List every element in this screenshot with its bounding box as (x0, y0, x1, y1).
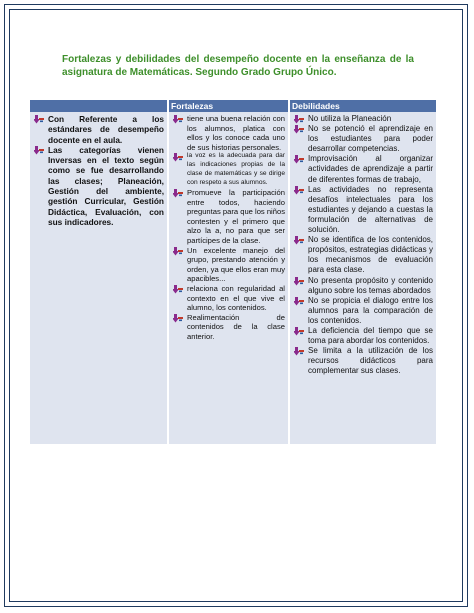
list-item: relaciona con regularidad al contexto en el que vive el alumno, los contenidos. (171, 284, 285, 313)
list-item: Improvisación al organizar actividades de aprendizaje a partir de diferentes formas de trabajo, (292, 154, 433, 184)
arrow-bullet-icon (294, 125, 304, 134)
list-item: No utiliza la Planeación (292, 114, 433, 124)
strengths-weaknesses-table (30, 100, 436, 444)
list-item: La deficiencia del tiempo que se toma para abordar los contenidos. (292, 326, 433, 346)
list-item: No se propicia el dialogo entre los alumnos para la comparación de los contenidos. (292, 296, 433, 326)
arrow-bullet-icon (173, 285, 183, 294)
arrow-bullet-icon (173, 153, 183, 162)
arrow-bullet-icon (173, 115, 183, 124)
debilidades-cell (289, 112, 436, 444)
list-item: Las categorías vienen Inversas en el texto según como se fue desarrollando las clases; Planeación, Gestión del ambiente, gestión Curricular, Gestión Didáctica, Evaluación, con sus indicadores. (32, 145, 164, 227)
arrow-bullet-icon (294, 327, 304, 336)
list-item: Con Referente a los estándares de desempeño docente en el aula. (32, 114, 164, 145)
arrow-bullet-icon (294, 297, 304, 306)
arrow-bullet-icon (294, 155, 304, 164)
list-item: Las actividades no representa desafíos intelectuales para los estudiantes y dejando a cuestas la formulación de alternativas de solución. (292, 185, 433, 235)
list-item: Se limita a la utilización de los recursos didácticos para complementar sus clases. (292, 346, 433, 376)
table-header-row (30, 100, 436, 112)
arrow-bullet-icon (173, 189, 183, 198)
arrow-bullet-icon (173, 314, 183, 323)
table-row (30, 112, 436, 444)
arrow-bullet-icon (294, 277, 304, 286)
arrow-bullet-icon (34, 146, 44, 155)
list-item: tiene una buena relación con los alumnos, platica con ellos y los conoce cada uno de sus historias personales. (171, 114, 285, 152)
header-debilidades: Debilidades (289, 100, 436, 112)
arrow-bullet-icon (294, 236, 304, 245)
arrow-bullet-icon (294, 115, 304, 124)
fortalezas-cell (168, 112, 289, 444)
list-item: No presenta propósito y contenido alguno sobre los temas abordados (292, 276, 433, 296)
header-empty (30, 100, 168, 112)
list-item: No se identifica de los contenidos, propósitos, estrategias didácticas y los mecanismos de evaluación para esta clase. (292, 235, 433, 275)
arrow-bullet-icon (294, 186, 304, 195)
list-item: Promueve la participación entre todos, haciendo preguntas para que los niños contesten y el primero que alzo la a, no para que ser partícipes de la clase. (171, 188, 285, 246)
criteria-cell (30, 112, 168, 444)
list-item: Realimentación de contenidos de la clase anterior. (171, 313, 285, 342)
arrow-bullet-icon (173, 247, 183, 256)
document-title: Fortalezas y debilidades del desempeño docente en la enseñanza de la asignatura de Matemáticas. Segundo Grado Grupo Único. (62, 54, 414, 78)
arrow-bullet-icon (294, 347, 304, 356)
list-item: Un excelente manejo del grupo, prestando atención y orden, ya que ellos eran muy apacibles... (171, 246, 285, 284)
list-item: No se potenció el aprendizaje en los estudiantes para poder desarrollar competencias. (292, 124, 433, 154)
header-fortalezas: Fortalezas (168, 100, 289, 112)
list-item: la voz es la adecuada para dar las indicaciones propias de la clase de matemáticas y se dirige con respeto a sus alumnos. (171, 152, 285, 188)
arrow-bullet-icon (34, 115, 44, 124)
